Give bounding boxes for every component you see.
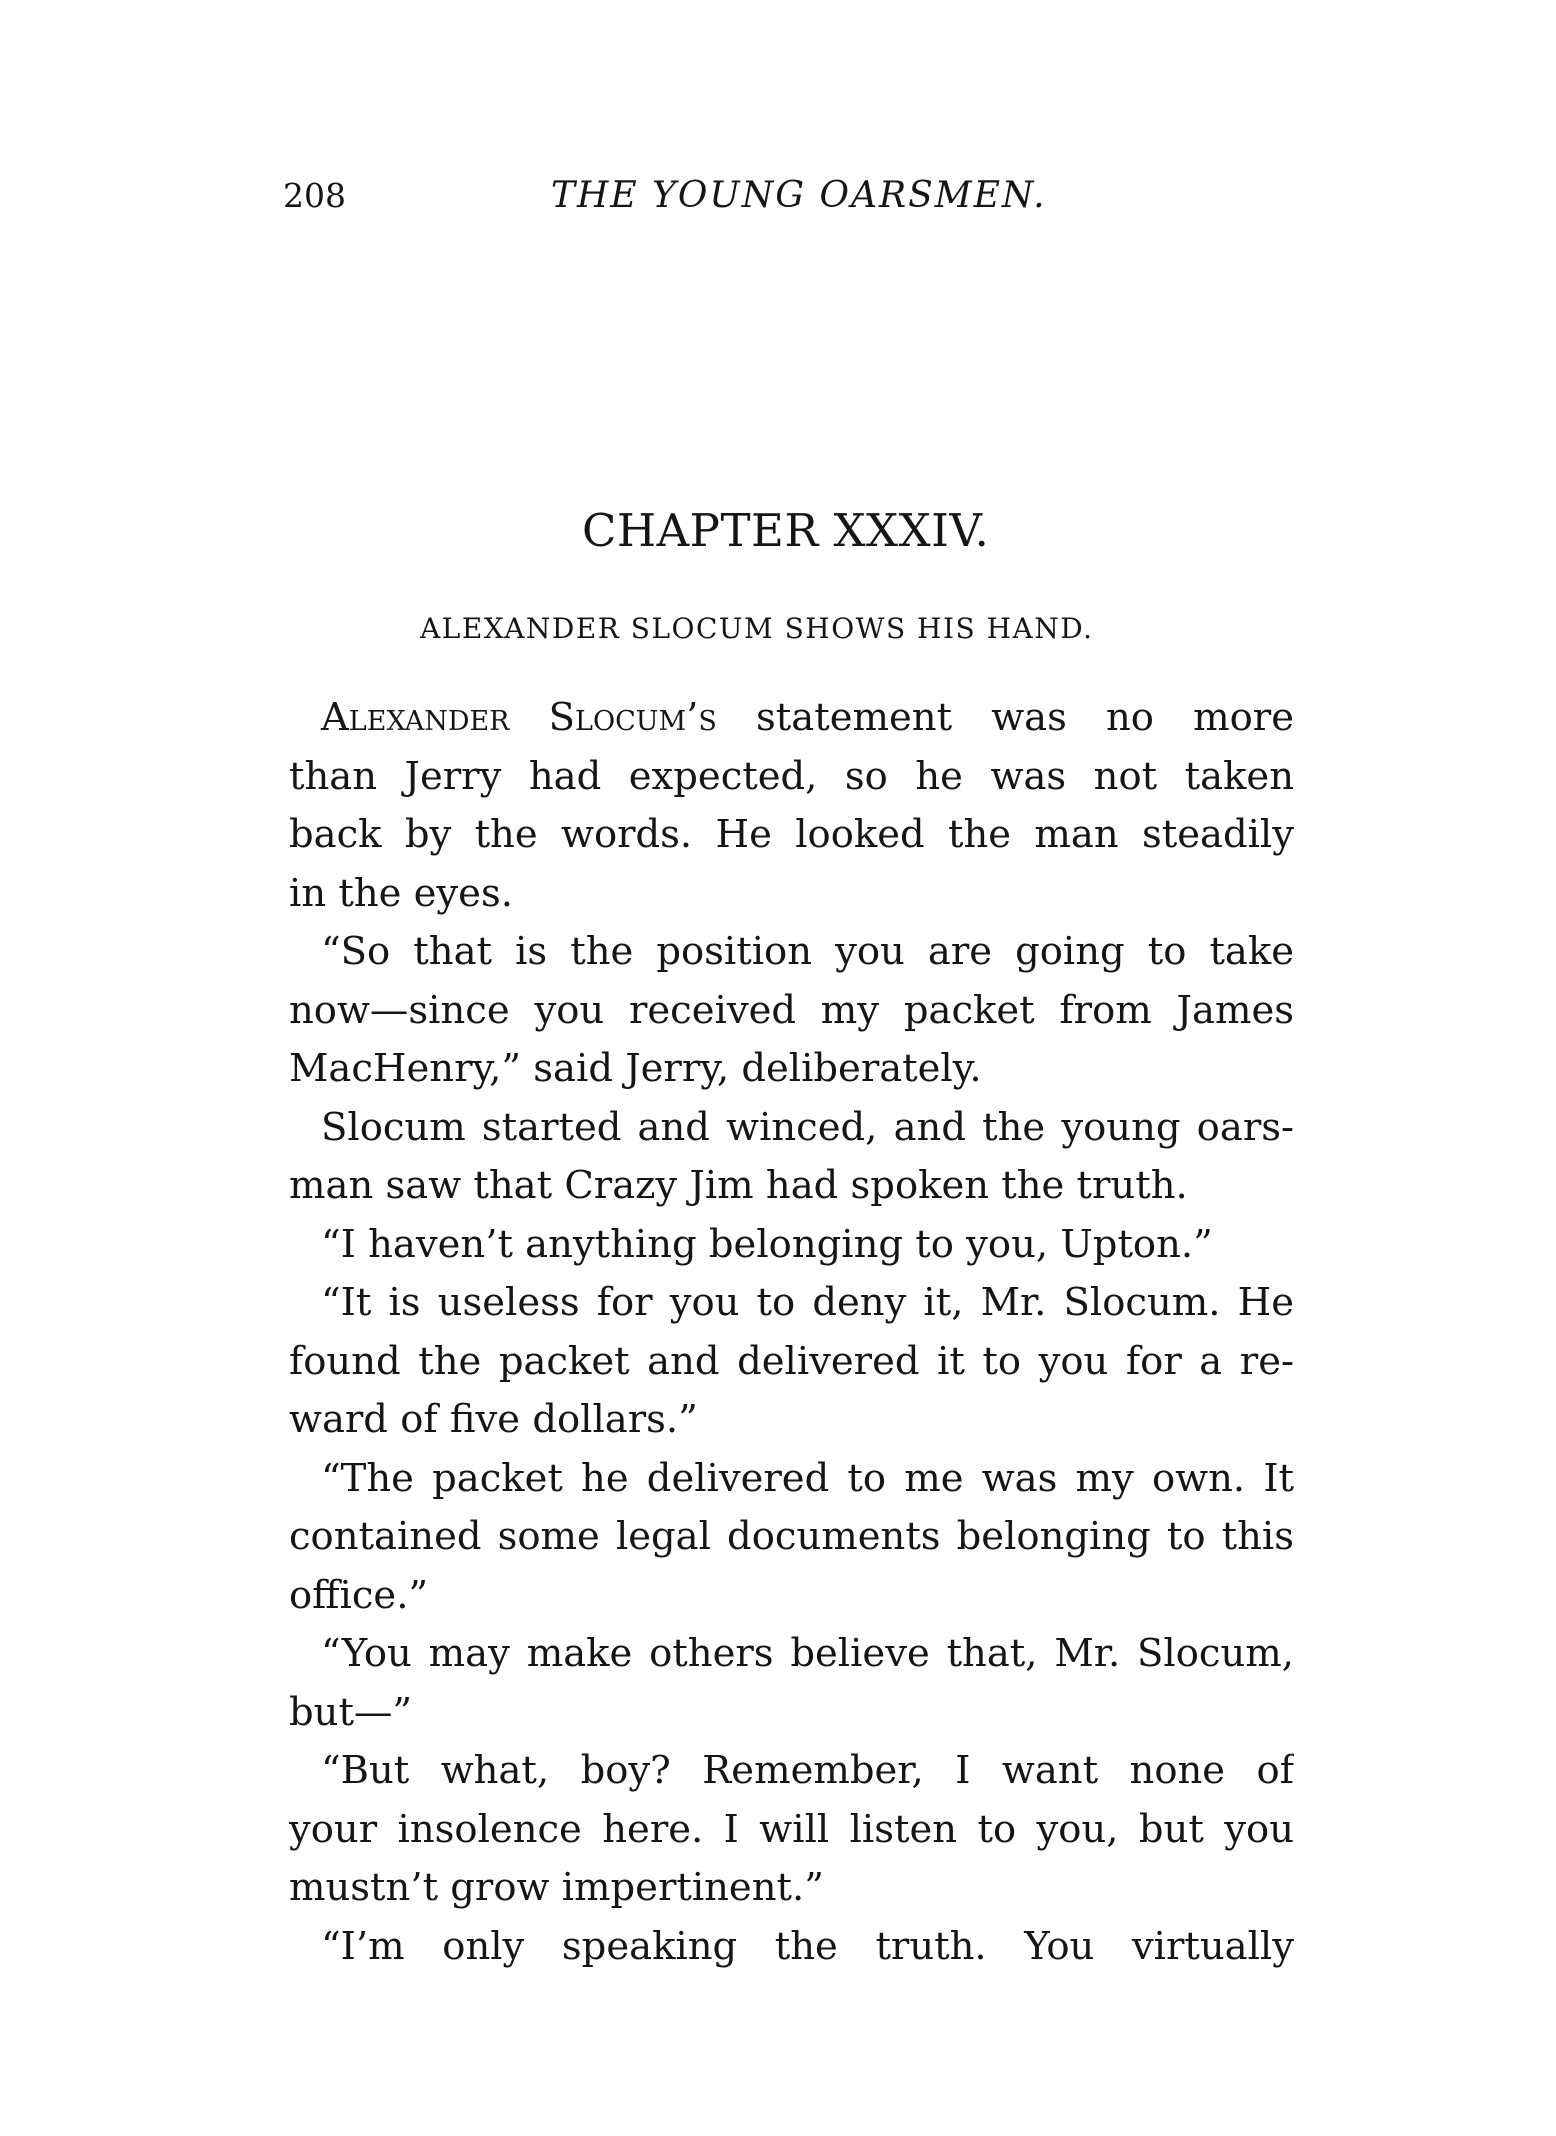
chapter-body-text (289, 689, 1294, 1976)
text-line: now—since you received my packet from James (289, 987, 1294, 1033)
text-line: “The packet he delivered to me was my own. It (321, 1455, 1294, 1501)
running-title: THE YOUNG OARSMEN. (551, 175, 1047, 216)
page-number: 208 (283, 176, 346, 215)
text-line: back by the words. He looked the man steadily (289, 812, 1294, 857)
text-line: Alexander Slocum’s statement was no more (321, 695, 1294, 740)
text-line: man saw that Crazy Jim had spoken the truth. (289, 1163, 1188, 1208)
text-line: mustn’t grow impertinent.” (289, 1865, 824, 1910)
text-line: than Jerry had expected, so he was not taken (289, 753, 1294, 799)
text-line: contained some legal documents belonging to this (289, 1514, 1294, 1559)
text-line: “So that is the position you are going to take (321, 929, 1294, 974)
text-line: “It is useless for you to deny it, Mr. Slocum. He (321, 1280, 1294, 1325)
text-line: Slocum started and winced, and the young oars- (321, 1104, 1294, 1150)
text-line: found the packet and delivered it to you for a re- (289, 1338, 1294, 1384)
text-line: in the eyes. (289, 870, 513, 916)
running-head (283, 176, 1283, 226)
text-line: “I’m only speaking the truth. You virtually (321, 1923, 1294, 1969)
text-line: but—” (289, 1689, 413, 1735)
opening-small-caps: Alexander Slocum’s (321, 695, 717, 740)
text-line: office.” (289, 1572, 429, 1618)
text-line: MacHenry,” said Jerry, deliberately. (289, 1046, 982, 1091)
chapter-subtitle: ALEXANDER SLOCUM SHOWS HIS HAND. (420, 612, 1094, 645)
text-line: ward of five dollars.” (289, 1397, 698, 1442)
text-line: your insolence here. I will listen to you, but you (289, 1806, 1294, 1852)
text-line: “I haven’t anything belonging to you, Upton.” (321, 1221, 1213, 1267)
text-line: “You may make others believe that, Mr. Slocum, (321, 1631, 1294, 1676)
chapter-title: CHAPTER XXXIV. (582, 504, 990, 557)
text-line: “But what, boy? Remember, I want none of (321, 1748, 1294, 1793)
